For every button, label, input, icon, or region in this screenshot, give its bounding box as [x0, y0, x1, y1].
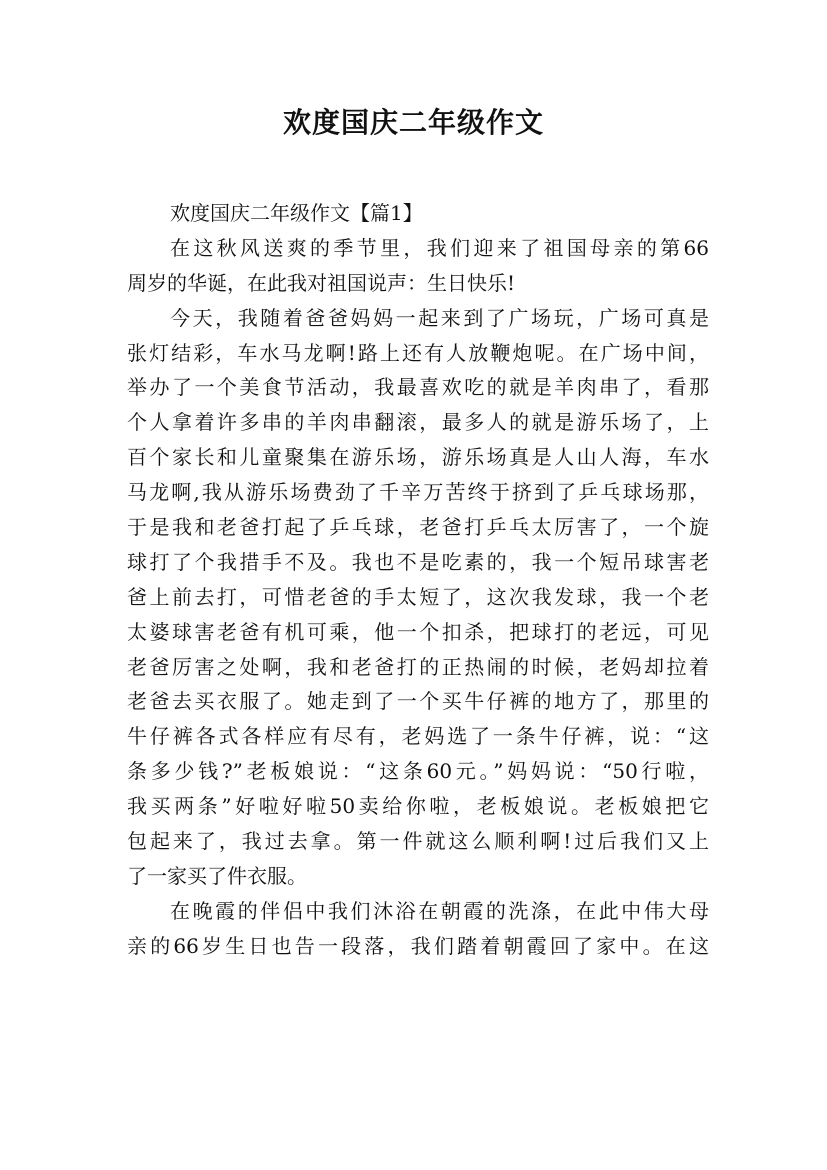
text-line [127, 615, 709, 650]
text-line-content: 条多少钱?”老板娘说：“这条60元。”妈妈说：“50行啦， [127, 759, 709, 784]
text-line-content: 今天，我随着爸爸妈妈一起来到了广场玩，广场可真是 [170, 305, 709, 330]
text-line [127, 719, 709, 754]
text-line-content: 了一家买了件衣服。 [127, 863, 307, 888]
text-line [127, 929, 709, 964]
text-line [127, 405, 709, 440]
text-line-content: 百个家长和儿童聚集在游乐场，游乐场真是人山人海，车水 [127, 445, 709, 470]
text-line [127, 650, 709, 685]
text-line [127, 475, 709, 510]
text-line [127, 370, 709, 405]
text-line [127, 301, 709, 336]
text-line [127, 440, 709, 475]
text-line-content: 于是我和老爸打起了乒乓球，老爸打乒乓太厉害了，一个旋 [127, 515, 709, 540]
text-line [127, 859, 709, 894]
document-title: 欢度国庆二年级作文 [282, 106, 544, 139]
text-line [127, 824, 709, 859]
text-line-content: 牛仔裤各式各样应有尽有，老妈选了一条牛仔裤，说：“这 [127, 724, 709, 749]
text-line [127, 684, 709, 719]
text-line [127, 510, 709, 545]
text-line-content: 爸上前去打，可惜老爸的手太短了，这次我发球，我一个老 [127, 584, 709, 609]
text-line [127, 266, 709, 301]
text-line [127, 754, 709, 789]
text-line-content: 老爸去买衣服了。她走到了一个买牛仔裤的地方了，那里的 [127, 689, 709, 714]
text-line [127, 580, 709, 615]
text-line-content: 我买两条”好啦好啦50卖给你啦，老板娘说。老板娘把它 [127, 794, 709, 819]
text-line [127, 545, 709, 580]
document-body [127, 196, 709, 964]
text-line-content: 在这秋风送爽的季节里，我们迎来了祖国母亲的第66 [170, 235, 709, 260]
text-line-content: 周岁的华诞，在此我对祖国说声：生日快乐! [127, 270, 516, 295]
text-line [127, 196, 709, 231]
text-line-content: 老爸厉害之处啊，我和老爸打的正热闹的时候，老妈却拉着 [127, 654, 709, 679]
text-line [127, 789, 709, 824]
text-line-content: 球打了个我措手不及。我也不是吃素的，我一个短吊球害老 [127, 549, 709, 574]
text-line-content: 亲的66岁生日也告一段落，我们踏着朝霞回了家中。在这 [127, 933, 709, 958]
text-line [127, 336, 709, 371]
text-line-content: 包起来了，我过去拿。第一件就这么顺利啊!过后我们又上 [127, 829, 709, 854]
text-line-content: 张灯结彩，车水马龙啊!路上还有人放鞭炮呢。在广场中间， [127, 340, 709, 365]
text-line-content: 个人拿着许多串的羊肉串翻滚，最多人的就是游乐场了，上 [127, 410, 709, 435]
text-line-content: 举办了一个美食节活动，我最喜欢吃的就是羊肉串了，看那 [127, 375, 709, 400]
text-line [127, 894, 709, 929]
text-line [127, 231, 709, 266]
text-line-content: 马龙啊,我从游乐场费劲了千辛万苦终于挤到了乒乓球场那， [127, 480, 709, 505]
text-line-content: 太婆球害老爸有机可乘，他一个扣杀，把球打的老远，可见 [127, 619, 709, 644]
text-line-content: 在晚霞的伴侣中我们沐浴在朝霞的洗涤，在此中伟大母 [170, 898, 709, 923]
text-line-content: 欢度国庆二年级作文【篇1】 [170, 201, 423, 225]
